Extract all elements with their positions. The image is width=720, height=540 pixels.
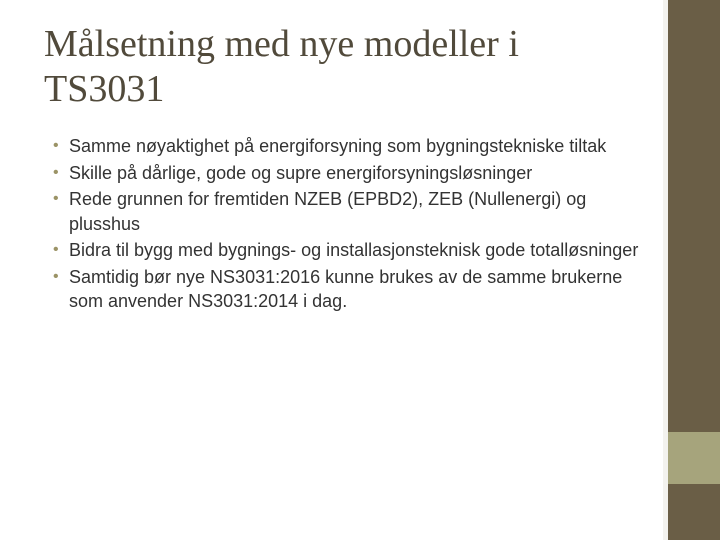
bullet-marker: •: [53, 267, 59, 285]
bullet-item: [52, 265, 652, 314]
bullet-marker: •: [53, 190, 59, 207]
bullet-text: Samtidig bør nye NS3031:2016 kunne brukes av de samme brukerne som anvender NS3031:2014 i dag.: [69, 266, 623, 311]
bullet-text: Bidra til bygg med bygnings- og installasjonsteknisk gode totalløsninger: [69, 240, 639, 260]
slide-title: Målsetning med nye modeller i TS3031: [44, 23, 519, 110]
bullet-item: [52, 161, 652, 186]
bullet-text: Skille på dårlige, gode og supre energiforsyningsløsninger: [69, 162, 533, 183]
side-band-accent: [668, 432, 720, 484]
bullet-marker: •: [53, 241, 59, 258]
bullet-text: Samme nøyaktighet på energiforsyning som bygningstekniske tiltak: [69, 136, 607, 156]
bullet-marker: •: [53, 137, 59, 154]
bullet-item: [52, 134, 652, 159]
bullet-text: Rede grunnen for fremtiden NZEB (EPBD2), ZEB (Nullenergi) og plusshus: [69, 189, 587, 234]
bullet-marker: •: [53, 163, 59, 181]
bullet-item: [52, 238, 652, 263]
bullet-list: [52, 134, 652, 316]
bullet-item: [52, 187, 652, 236]
